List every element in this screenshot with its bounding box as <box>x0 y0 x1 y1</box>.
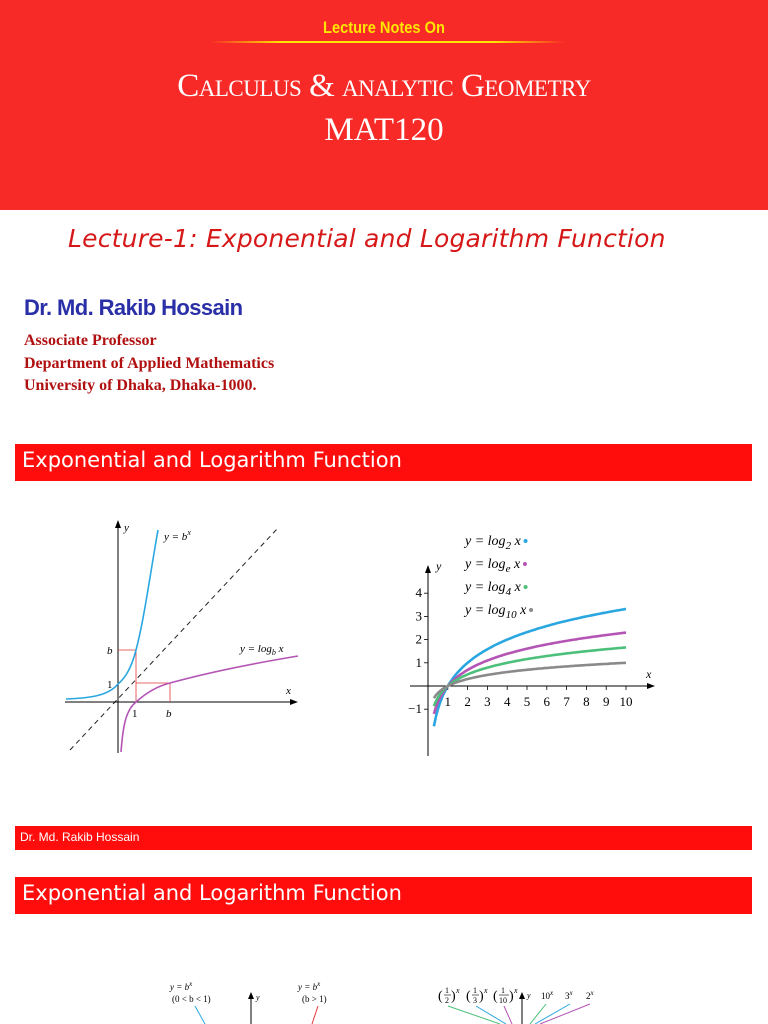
y-axis-label: y <box>124 522 129 534</box>
svg-text:1: 1 <box>473 986 477 995</box>
log-chart-x-tick-label: 6 <box>543 694 551 709</box>
svg-text:): ) <box>509 989 514 1004</box>
base-10-label: 10$^x$ <box>541 989 554 1001</box>
label-decay: $y = b^x$ <box>170 980 193 992</box>
bottom-right-y-arrow <box>519 992 525 999</box>
tick-1-y: 1 <box>107 679 113 691</box>
guide-b-x <box>136 683 170 702</box>
leader-half <box>448 1006 500 1024</box>
lecture-title: Lecture-1: Exponential and Logarithm Function <box>68 224 666 253</box>
svg-text:): ) <box>451 989 456 1004</box>
leader-10 <box>530 1004 546 1024</box>
log-chart-legend-marker-0 <box>524 539 528 543</box>
x-axis-label: x <box>286 685 291 697</box>
section-heading-2-text: Exponential and Logarithm Function <box>22 881 402 905</box>
svg-text:x: x <box>456 986 460 995</box>
log-chart-y-arrow <box>425 565 431 573</box>
leader-decay <box>195 1006 205 1024</box>
svg-text:3: 3 <box>473 996 477 1005</box>
log-chart-y-label: y <box>436 559 442 573</box>
log-chart-x-tick-label: 3 <box>484 694 491 709</box>
leader-growth <box>312 1006 318 1024</box>
log-curve <box>121 656 298 752</box>
log-chart-x-arrow <box>647 683 655 689</box>
y-axis-arrow <box>115 520 121 528</box>
log-chart-x-tick-label: 10 <box>619 694 633 709</box>
exp-log-diagram <box>60 518 305 758</box>
log-chart-legend-1: $y = \log_e x$ <box>465 557 521 575</box>
log-chart-y-tick-label: 4 <box>415 585 422 601</box>
svg-text:(: ( <box>493 989 498 1004</box>
bottom-left-y-arrow <box>248 992 254 999</box>
author-name: Dr. Md. Rakib Hossain <box>24 295 243 320</box>
svg-text:(: ( <box>466 989 471 1004</box>
log-curve-label: $y = \log_b x$ <box>240 643 284 657</box>
section-heading-1-text: Exponential and Logarithm Function <box>22 448 402 472</box>
log-chart-x-label: x <box>646 667 652 681</box>
log-chart-y-tick-label: −1 <box>408 701 422 717</box>
log-chart <box>395 525 670 760</box>
tick-1-x: 1 <box>132 708 138 720</box>
log-chart-x-tick-label: 7 <box>563 694 570 709</box>
log-chart-x-tick-label: 4 <box>503 694 511 709</box>
label-decay-condition: (0 < b < 1) <box>172 994 211 1004</box>
log-chart-x-tick-label: 1 <box>444 694 452 709</box>
banner-divider <box>210 41 565 43</box>
label-growth-condition: (b > 1) <box>302 994 327 1004</box>
slide-footer <box>15 826 752 850</box>
log-chart-y-tick-label: 3 <box>415 608 422 624</box>
log-chart-legend-3: $y = \log_{10} x$ <box>465 603 527 621</box>
log-chart-legend-2: $y = \log_4 x$ <box>465 580 521 598</box>
x-axis-arrow <box>290 699 298 705</box>
log-chart-x-tick-label: 5 <box>523 694 531 709</box>
course-title: Calculus & analytic Geometry <box>177 68 591 104</box>
author-university: University of Dhaka, Dhaka-1000. <box>24 377 257 394</box>
footer-text: Dr. Md. Rakib Hossain <box>20 830 140 844</box>
title-banner <box>0 0 768 210</box>
log-chart-legend-marker-1 <box>523 562 527 566</box>
svg-text:10: 10 <box>499 996 507 1005</box>
identity-line <box>70 528 278 750</box>
label-growth: $y = b^x$ <box>298 980 321 992</box>
fraction-tenth <box>493 986 518 1005</box>
course-code: MAT120 <box>324 112 444 148</box>
banner-kicker: Lecture Notes On <box>323 18 445 37</box>
author-position: Associate Professor <box>24 332 157 349</box>
log-chart-x-tick-label: 8 <box>583 694 590 709</box>
base-2-label: 2$^x$ <box>586 989 594 1001</box>
log-chart-legend-marker-2 <box>524 585 528 589</box>
author-department: Department of Applied Mathematics <box>24 355 275 372</box>
svg-text:1: 1 <box>445 986 449 995</box>
tick-b-x: b <box>166 708 172 720</box>
svg-text:x: x <box>514 986 518 995</box>
log-chart-legend-marker-3 <box>529 608 533 612</box>
log-chart-legend-0: $y = \log_2 x$ <box>465 534 521 552</box>
exp-family-diagram <box>430 978 610 1024</box>
log-chart-x-tick-label: 2 <box>464 694 471 709</box>
fraction-third <box>466 986 488 1005</box>
base-3-label: 3$^x$ <box>565 989 573 1001</box>
fraction-half <box>438 986 460 1005</box>
svg-text:(: ( <box>438 989 443 1004</box>
exp-curve-label: $y = b^x$ <box>164 528 191 543</box>
section-heading-1 <box>15 444 752 481</box>
exp-curve <box>66 530 158 699</box>
svg-text:1: 1 <box>501 986 505 995</box>
log-chart-x-tick-label: 9 <box>602 694 610 709</box>
log-chart-y-tick-label: 2 <box>415 631 422 647</box>
leader-tenth <box>504 1006 512 1024</box>
exp-base-diagram <box>160 978 360 1024</box>
section-heading-2 <box>15 877 752 914</box>
log-chart-y-tick-label: 1 <box>415 654 422 670</box>
svg-text:): ) <box>479 989 484 1004</box>
tick-b-y: b <box>107 645 113 657</box>
bottom-left-y-label: y <box>256 993 260 1002</box>
bottom-right-y-label: y <box>527 991 531 1000</box>
svg-text:2: 2 <box>445 996 449 1005</box>
svg-text:x: x <box>484 986 488 995</box>
